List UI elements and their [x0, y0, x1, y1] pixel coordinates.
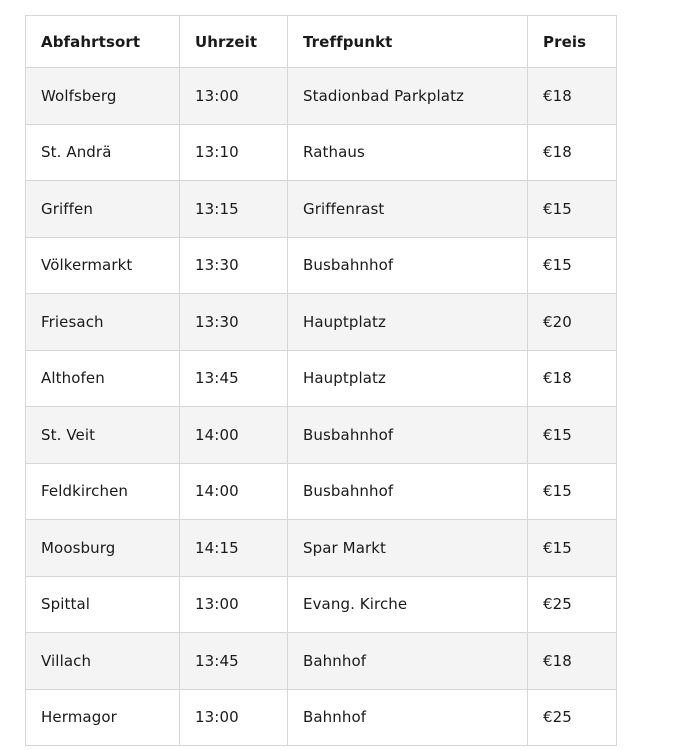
- header-row: [26, 16, 617, 68]
- table-row: [26, 689, 617, 746]
- table-row: [26, 294, 617, 351]
- cell-departure-location: Völkermarkt: [26, 237, 180, 294]
- cell-meeting-point: Bahnhof: [288, 633, 528, 690]
- cell-price: €15: [528, 463, 617, 520]
- table-row: [26, 520, 617, 577]
- table-row: [26, 407, 617, 464]
- cell-time: 14:00: [180, 407, 288, 464]
- cell-departure-location: Hermagor: [26, 689, 180, 746]
- cell-time: 13:30: [180, 237, 288, 294]
- table-row: [26, 633, 617, 690]
- cell-time: 13:00: [180, 68, 288, 125]
- cell-departure-location: Wolfsberg: [26, 68, 180, 125]
- cell-time: 13:15: [180, 181, 288, 238]
- cell-departure-location: Spittal: [26, 576, 180, 633]
- cell-departure-location: Althofen: [26, 350, 180, 407]
- table-row: [26, 68, 617, 125]
- cell-meeting-point: Hauptplatz: [288, 294, 528, 351]
- header-meeting-point: Treffpunkt: [288, 16, 528, 68]
- header-departure-location: Abfahrtsort: [26, 16, 180, 68]
- cell-departure-location: Feldkirchen: [26, 463, 180, 520]
- cell-price: €18: [528, 350, 617, 407]
- table-row: [26, 181, 617, 238]
- cell-price: €25: [528, 576, 617, 633]
- cell-time: 14:00: [180, 463, 288, 520]
- cell-departure-location: St. Andrä: [26, 124, 180, 181]
- cell-meeting-point: Stadionbad Parkplatz: [288, 68, 528, 125]
- cell-price: €18: [528, 68, 617, 125]
- cell-price: €15: [528, 407, 617, 464]
- table-row: [26, 237, 617, 294]
- cell-meeting-point: Hauptplatz: [288, 350, 528, 407]
- cell-meeting-point: Evang. Kirche: [288, 576, 528, 633]
- cell-meeting-point: Busbahnhof: [288, 463, 528, 520]
- header-price: Preis: [528, 16, 617, 68]
- cell-departure-location: Moosburg: [26, 520, 180, 577]
- table-body: [26, 68, 617, 746]
- cell-departure-location: Villach: [26, 633, 180, 690]
- cell-price: €20: [528, 294, 617, 351]
- header-time: Uhrzeit: [180, 16, 288, 68]
- cell-meeting-point: Spar Markt: [288, 520, 528, 577]
- table-row: [26, 463, 617, 520]
- table-row: [26, 350, 617, 407]
- cell-price: €18: [528, 124, 617, 181]
- cell-price: €25: [528, 689, 617, 746]
- cell-price: €18: [528, 633, 617, 690]
- cell-time: 13:45: [180, 350, 288, 407]
- table-row: [26, 124, 617, 181]
- cell-time: 13:00: [180, 689, 288, 746]
- cell-time: 14:15: [180, 520, 288, 577]
- table-header: [26, 16, 617, 68]
- cell-price: €15: [528, 237, 617, 294]
- cell-time: 13:10: [180, 124, 288, 181]
- cell-time: 13:45: [180, 633, 288, 690]
- cell-meeting-point: Bahnhof: [288, 689, 528, 746]
- cell-meeting-point: Griffenrast: [288, 181, 528, 238]
- cell-time: 13:00: [180, 576, 288, 633]
- cell-departure-location: St. Veit: [26, 407, 180, 464]
- cell-departure-location: Griffen: [26, 181, 180, 238]
- table-row: [26, 576, 617, 633]
- cell-time: 13:30: [180, 294, 288, 351]
- cell-price: €15: [528, 520, 617, 577]
- cell-departure-location: Friesach: [26, 294, 180, 351]
- cell-meeting-point: Rathaus: [288, 124, 528, 181]
- departure-schedule-table: [25, 15, 617, 746]
- cell-meeting-point: Busbahnhof: [288, 407, 528, 464]
- cell-price: €15: [528, 181, 617, 238]
- cell-meeting-point: Busbahnhof: [288, 237, 528, 294]
